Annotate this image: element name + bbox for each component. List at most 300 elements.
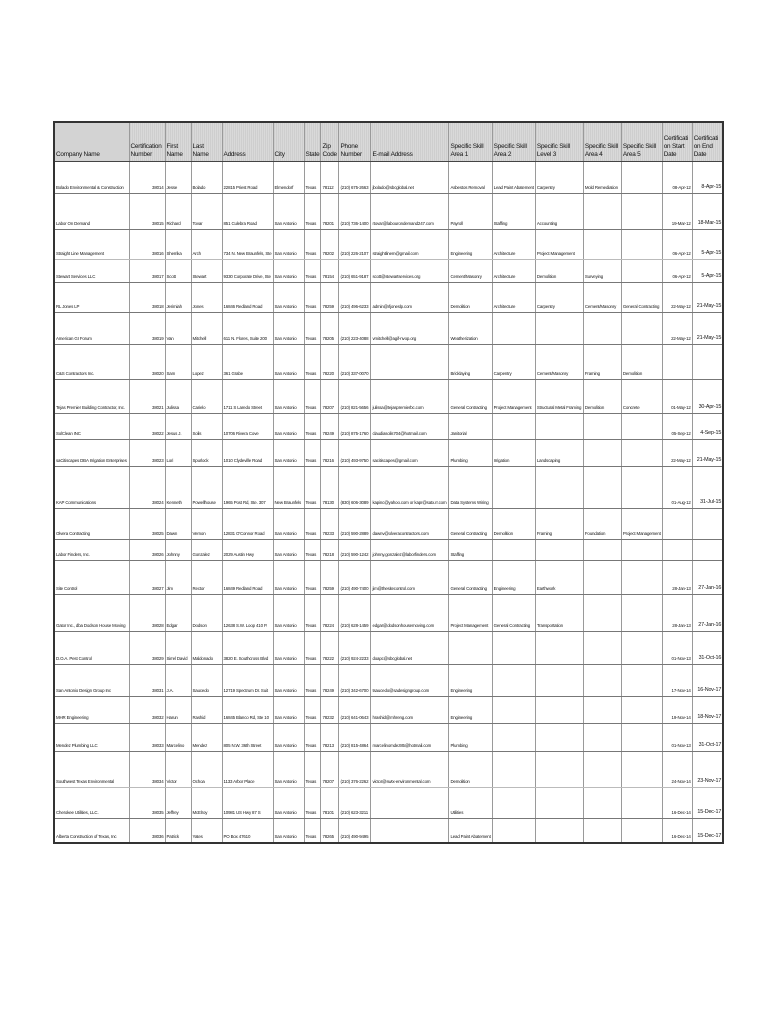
cell-skill-area-4 bbox=[583, 413, 621, 439]
table-row bbox=[54, 751, 723, 787]
col-zip-code: Zip Code bbox=[321, 122, 339, 161]
cell-last-name: Bolado bbox=[191, 161, 222, 193]
cell-state: Texas bbox=[304, 413, 321, 439]
col-phone-number: Phone Number bbox=[339, 122, 371, 161]
cell-skill-level-3: Carpentry bbox=[535, 161, 583, 193]
cell-skill-area-5 bbox=[621, 664, 662, 696]
cell-city: San Antonio bbox=[273, 439, 304, 466]
cell-zip-code: 78213 bbox=[321, 723, 339, 751]
cell-city: New Braunfels bbox=[273, 466, 304, 508]
cell-certification-number: 38025 bbox=[129, 508, 165, 539]
cell-skill-area-1: General Contracting bbox=[449, 560, 492, 594]
table-row bbox=[54, 282, 723, 312]
col-city: City bbox=[273, 122, 304, 161]
cell-state: Texas bbox=[304, 439, 321, 466]
cell-state: Texas bbox=[304, 466, 321, 508]
cell-skill-area-2 bbox=[492, 466, 535, 508]
cell-address: 1010 Clydeville Road bbox=[222, 439, 273, 466]
cell-certification-number: 38033 bbox=[129, 723, 165, 751]
cell-skill-area-4 bbox=[583, 664, 621, 696]
cell-address: 10706 Rivera Cove bbox=[222, 413, 273, 439]
cell-zip-code: 78216 bbox=[321, 439, 339, 466]
cell-skill-area-5: Demolition bbox=[621, 344, 662, 379]
cell-cert-start-date: 22-May-12 bbox=[662, 312, 692, 344]
cell-skill-area-5 bbox=[621, 193, 662, 229]
cell-certification-number: 38032 bbox=[129, 696, 165, 723]
cell-certification-number: 38035 bbox=[129, 787, 165, 818]
cell-skill-area-5: General Contracting bbox=[621, 282, 662, 312]
cell-skill-area-4 bbox=[583, 439, 621, 466]
table-row bbox=[54, 631, 723, 664]
cell-company-name: San Antonio Design Group Inc bbox=[54, 664, 129, 696]
cell-city: San Antonio bbox=[273, 344, 304, 379]
cell-cert-start-date: 08-Apr-12 bbox=[662, 161, 692, 193]
cell-certification-number: 38014 bbox=[129, 161, 165, 193]
cell-company-name: Labor On Demand bbox=[54, 193, 129, 229]
cell-first-name: Jim bbox=[165, 560, 191, 594]
cell-zip-code: 78249 bbox=[321, 664, 339, 696]
cell-skill-area-2: Staffing bbox=[492, 193, 535, 229]
cell-state: Texas bbox=[304, 344, 321, 379]
col-skill-area-5: Specific Skill Area 5 bbox=[621, 122, 662, 161]
cell-company-name: Labor Finders, Inc. bbox=[54, 539, 129, 560]
cell-skill-area-5 bbox=[621, 439, 662, 466]
cell-state: Texas bbox=[304, 282, 321, 312]
cell-email-address: rtovar@labourondemand247.com bbox=[371, 193, 449, 229]
cell-skill-area-5 bbox=[621, 787, 662, 818]
cell-cert-end-date: 30-Apr-15 bbox=[692, 379, 723, 413]
cell-address: 10981 US Hwy 87 S bbox=[222, 787, 273, 818]
cell-cert-end-date: 8-Apr-15 bbox=[692, 161, 723, 193]
cell-company-name: SolClean INC bbox=[54, 413, 129, 439]
cell-zip-code: 78201 bbox=[321, 193, 339, 229]
cell-skill-area-5 bbox=[621, 539, 662, 560]
cell-skill-area-1: Engineering bbox=[449, 229, 492, 259]
cell-skill-area-5 bbox=[621, 413, 662, 439]
table-row bbox=[54, 439, 723, 466]
cell-email-address: kapinc@yahoo.com or kapr@satx.rr.com bbox=[371, 466, 449, 508]
cell-cert-end-date: 27-Jan-16 bbox=[692, 560, 723, 594]
cell-cert-end-date: 21-May-15 bbox=[692, 312, 723, 344]
col-certification-number: Certification Number bbox=[129, 122, 165, 161]
cell-state: Texas bbox=[304, 508, 321, 539]
cell-skill-area-1: Plumbing bbox=[449, 723, 492, 751]
cell-first-name: Julissa bbox=[165, 379, 191, 413]
cell-last-name: Lopez bbox=[191, 344, 222, 379]
cell-zip-code: 78220 bbox=[321, 344, 339, 379]
cell-last-name: Maldonado bbox=[191, 631, 222, 664]
cell-first-name: Johnny bbox=[165, 539, 191, 560]
cell-address: 734 N. New Braunfels, Ste bbox=[222, 229, 273, 259]
cell-skill-area-2: Lead Paint Abatement bbox=[492, 161, 535, 193]
cell-skill-area-2 bbox=[492, 696, 535, 723]
cell-city: San Antonio bbox=[273, 818, 304, 843]
cell-first-name: Van bbox=[165, 312, 191, 344]
cell-state: Texas bbox=[304, 229, 321, 259]
cell-skill-area-4 bbox=[583, 193, 621, 229]
cell-certification-number: 38023 bbox=[129, 439, 165, 466]
cell-skill-level-3: Cement/Masonry bbox=[535, 344, 583, 379]
cell-address: 16845 Blanco Rd, Ste 10 bbox=[222, 696, 273, 723]
cell-company-name: Mendez Plumbing LLC bbox=[54, 723, 129, 751]
cell-skill-area-2: General Contracting bbox=[492, 594, 535, 631]
contractor-certification-table bbox=[53, 121, 724, 844]
cell-city: San Antonio bbox=[273, 723, 304, 751]
cell-zip-code: 78112 bbox=[321, 161, 339, 193]
cell-last-name: Rashid bbox=[191, 696, 222, 723]
cell-city: San Antonio bbox=[273, 413, 304, 439]
cell-address: 1965 Post Rd, Ste. 307 bbox=[222, 466, 273, 508]
cell-skill-level-3: Accounting bbox=[535, 193, 583, 229]
cell-city: San Antonio bbox=[273, 631, 304, 664]
cell-skill-area-4 bbox=[583, 787, 621, 818]
cell-city: San Antonio bbox=[273, 282, 304, 312]
cell-cert-end-date bbox=[692, 508, 723, 539]
cell-certification-number: 38027 bbox=[129, 560, 165, 594]
header-row bbox=[54, 122, 723, 161]
cell-first-name: Sherrika bbox=[165, 229, 191, 259]
cell-company-name: Straight Line Management bbox=[54, 229, 129, 259]
cell-cert-end-date: 16-Nov-17 bbox=[692, 664, 723, 696]
cell-zip-code: 78222 bbox=[321, 631, 339, 664]
table-row bbox=[54, 594, 723, 631]
table-row bbox=[54, 466, 723, 508]
cell-cert-end-date: 21-May-15 bbox=[692, 282, 723, 312]
cell-certification-number: 38026 bbox=[129, 539, 165, 560]
cell-phone-number: (210) 821-5656 bbox=[339, 379, 371, 413]
cell-zip-code: 78205 bbox=[321, 312, 339, 344]
cell-company-name: Stewart Services LLC bbox=[54, 259, 129, 282]
cell-phone-number: (210) 675-2663 bbox=[339, 161, 371, 193]
cell-last-name: Mitchell bbox=[191, 312, 222, 344]
cell-first-name: Jeffrey bbox=[165, 787, 191, 818]
cell-skill-area-1: Staffing bbox=[449, 539, 492, 560]
cell-first-name: Jesus J. bbox=[165, 413, 191, 439]
cell-certification-number: 38015 bbox=[129, 193, 165, 229]
cell-last-name: Rector bbox=[191, 560, 222, 594]
cell-skill-area-2: Architecture bbox=[492, 259, 535, 282]
cell-address: 16849 Redland Road bbox=[222, 560, 273, 594]
cell-cert-start-date: 01-May-12 bbox=[662, 379, 692, 413]
cell-phone-number: (210) 490-7400 bbox=[339, 560, 371, 594]
cell-state: Texas bbox=[304, 539, 321, 560]
cell-last-name: Mendez bbox=[191, 723, 222, 751]
cell-cert-end-date: 4-Sep-15 bbox=[692, 413, 723, 439]
cell-skill-area-2 bbox=[492, 312, 535, 344]
cell-address: 361 Grabe bbox=[222, 344, 273, 379]
cell-cert-start-date: 01-Nov-13 bbox=[662, 631, 692, 664]
cell-skill-area-4 bbox=[583, 631, 621, 664]
cell-skill-level-3 bbox=[535, 696, 583, 723]
cell-skill-level-3 bbox=[535, 413, 583, 439]
cell-email-address bbox=[371, 818, 449, 843]
table-row bbox=[54, 818, 723, 843]
cell-address: 12719 Spectrum Dr. Suit bbox=[222, 664, 273, 696]
cell-skill-level-3 bbox=[535, 466, 583, 508]
cell-cert-end-date: 31-Jul-15 bbox=[692, 466, 723, 508]
cell-address: 16846 Redland Road bbox=[222, 282, 273, 312]
cell-zip-code: 78259 bbox=[321, 282, 339, 312]
cell-phone-number: (210) 590-1242 bbox=[339, 539, 371, 560]
cell-skill-area-1: Bricklaying bbox=[449, 344, 492, 379]
cell-skill-area-4: Surveying bbox=[583, 259, 621, 282]
cell-last-name: Tovar bbox=[191, 193, 222, 229]
cell-city: San Antonio bbox=[273, 193, 304, 229]
cell-last-name: Gonzalez bbox=[191, 539, 222, 560]
cell-zip-code: 78130 bbox=[321, 466, 339, 508]
cell-company-name: MHR Engineering bbox=[54, 696, 129, 723]
cell-phone-number: (210) 875-1760 bbox=[339, 413, 371, 439]
cell-first-name: Scott bbox=[165, 259, 191, 282]
col-address: Address bbox=[222, 122, 273, 161]
cell-skill-area-5 bbox=[621, 696, 662, 723]
cell-email-address: dawnv@olveracontractors.com bbox=[371, 508, 449, 539]
cell-state: Texas bbox=[304, 696, 321, 723]
cell-email-address bbox=[371, 344, 449, 379]
cell-skill-area-5 bbox=[621, 161, 662, 193]
cell-first-name: Edgar bbox=[165, 594, 191, 631]
col-email-address: E-mail Address bbox=[371, 122, 449, 161]
cell-city: San Antonio bbox=[273, 539, 304, 560]
cell-skill-area-2: Architecture bbox=[492, 282, 535, 312]
cell-phone-number: (210) 590-2889 bbox=[339, 508, 371, 539]
cell-first-name: Jerimiah bbox=[165, 282, 191, 312]
col-skill-level-3: Specific Skill Level 3 bbox=[535, 122, 583, 161]
cell-skill-area-4 bbox=[583, 560, 621, 594]
cell-state: Texas bbox=[304, 312, 321, 344]
col-first-name: First Name bbox=[165, 122, 191, 161]
cell-city: Elmendorf bbox=[273, 161, 304, 193]
cell-skill-area-5 bbox=[621, 229, 662, 259]
cell-certification-number: 38021 bbox=[129, 379, 165, 413]
col-skill-area-2: Specific Skill Area 2 bbox=[492, 122, 535, 161]
cell-city: San Antonio bbox=[273, 751, 304, 787]
cell-cert-end-date: 18-Nov-17 bbox=[692, 696, 723, 723]
col-cert-end-date: Certificati on End Date bbox=[692, 122, 723, 161]
cell-skill-level-3 bbox=[535, 312, 583, 344]
cell-cert-start-date bbox=[662, 539, 692, 560]
cell-first-name: Dawn bbox=[165, 508, 191, 539]
table-row bbox=[54, 312, 723, 344]
cell-address: 1711 S Laredo Street bbox=[222, 379, 273, 413]
cell-state: Texas bbox=[304, 594, 321, 631]
cell-first-name: J.A. bbox=[165, 664, 191, 696]
col-skill-area-1: Specific Skill Area 1 bbox=[449, 122, 492, 161]
cell-email-address: tsaucedo@sadesigngroup.com bbox=[371, 664, 449, 696]
table-row bbox=[54, 161, 723, 193]
cell-first-name: Sirrel David bbox=[165, 631, 191, 664]
cell-cert-start-date: 28-Jan-13 bbox=[662, 560, 692, 594]
cell-zip-code: 78265 bbox=[321, 818, 339, 843]
cell-zip-code: 78232 bbox=[321, 696, 339, 723]
cell-cert-end-date: 15-Dec-17 bbox=[692, 818, 723, 843]
cell-zip-code: 78233 bbox=[321, 508, 339, 539]
cell-skill-level-3: Landscaping bbox=[535, 439, 583, 466]
cell-skill-area-2 bbox=[492, 413, 535, 439]
cell-company-name: Bolado Environmental & Construction bbox=[54, 161, 129, 193]
cell-skill-level-3 bbox=[535, 664, 583, 696]
cell-skill-area-5 bbox=[621, 466, 662, 508]
cell-skill-area-4: Framing bbox=[583, 344, 621, 379]
cell-cert-start-date: 16-Dec-14 bbox=[662, 787, 692, 818]
cell-skill-area-4 bbox=[583, 696, 621, 723]
cell-skill-area-4: Cement/Masonry bbox=[583, 282, 621, 312]
cell-certification-number: 38034 bbox=[129, 751, 165, 787]
cell-email-address: scott@stewartservices.org bbox=[371, 259, 449, 282]
cell-skill-area-5 bbox=[621, 560, 662, 594]
cell-email-address: sacitiscapes@gmail.com bbox=[371, 439, 449, 466]
cell-skill-level-3: Demolition bbox=[535, 259, 583, 282]
cell-email-address: admin@rljoneslp.com bbox=[371, 282, 449, 312]
cell-phone-number: (210) 736-1400 bbox=[339, 193, 371, 229]
cell-address: 805 N.W. 36th Street bbox=[222, 723, 273, 751]
cell-skill-area-5 bbox=[621, 631, 662, 664]
cell-cert-start-date: 22-May-12 bbox=[662, 439, 692, 466]
cell-address: PO Box 47610 bbox=[222, 818, 273, 843]
cell-last-name: Solis bbox=[191, 413, 222, 439]
cell-company-name: Alberta Construction of Texas, Inc bbox=[54, 818, 129, 843]
cell-skill-area-5 bbox=[621, 723, 662, 751]
cell-phone-number: (210) 651-9187 bbox=[339, 259, 371, 282]
cell-skill-area-2: Carpentry bbox=[492, 344, 535, 379]
cell-company-name: Gator Inc., dba Dodson House Moving bbox=[54, 594, 129, 631]
cell-last-name: Saucedo bbox=[191, 664, 222, 696]
table-row bbox=[54, 539, 723, 560]
cell-skill-area-1: General Contracting bbox=[449, 508, 492, 539]
cell-last-name: Spurlock bbox=[191, 439, 222, 466]
cell-phone-number: (210) 490-9495 bbox=[339, 818, 371, 843]
cell-city: San Antonio bbox=[273, 560, 304, 594]
cell-company-name: D.O.A. Pest Control bbox=[54, 631, 129, 664]
cell-certification-number: 38024 bbox=[129, 466, 165, 508]
cell-city: San Antonio bbox=[273, 787, 304, 818]
cell-city: San Antonio bbox=[273, 312, 304, 344]
cell-email-address: doapc@sbcglobal.net bbox=[371, 631, 449, 664]
cell-cert-end-date: 15-Dec-17 bbox=[692, 787, 723, 818]
cell-skill-area-5 bbox=[621, 259, 662, 282]
cell-skill-area-2 bbox=[492, 787, 535, 818]
cell-certification-number: 38017 bbox=[129, 259, 165, 282]
cell-certification-number: 38029 bbox=[129, 631, 165, 664]
cell-cert-start-date: 22-May-12 bbox=[662, 282, 692, 312]
cell-zip-code: 78249 bbox=[321, 413, 339, 439]
cell-skill-area-4 bbox=[583, 818, 621, 843]
cell-skill-area-1: Asbestos Removal bbox=[449, 161, 492, 193]
cell-cert-start-date: 06-Apr-12 bbox=[662, 259, 692, 282]
col-last-name: Last Name bbox=[191, 122, 222, 161]
cell-cert-start-date: 16-Dec-14 bbox=[662, 818, 692, 843]
cell-skill-area-5 bbox=[621, 818, 662, 843]
cell-company-name: KAP Communications bbox=[54, 466, 129, 508]
cell-address: 12638 S.W. Loop 410 P. bbox=[222, 594, 273, 631]
cell-state: Texas bbox=[304, 818, 321, 843]
cell-skill-level-3: Earthwork bbox=[535, 560, 583, 594]
cell-email-address: victor@swtx-environmental.com bbox=[371, 751, 449, 787]
cell-first-name: Richard bbox=[165, 193, 191, 229]
cell-phone-number: (210) 223-4088 bbox=[339, 312, 371, 344]
cell-skill-area-5: Project Management bbox=[621, 508, 662, 539]
cell-city: San Antonio bbox=[273, 696, 304, 723]
col-cert-start-date: Certificati on Start Date bbox=[662, 122, 692, 161]
cell-skill-area-4 bbox=[583, 539, 621, 560]
cell-skill-area-4 bbox=[583, 751, 621, 787]
cell-city: San Antonio bbox=[273, 594, 304, 631]
cell-email-address: edgar@dodsonhousemoving.com bbox=[371, 594, 449, 631]
cell-last-name: McElroy bbox=[191, 787, 222, 818]
cell-cert-start-date: 17-Nov-14 bbox=[662, 664, 692, 696]
cell-skill-area-1: Plumbing bbox=[449, 439, 492, 466]
cell-email-address bbox=[371, 787, 449, 818]
table-row bbox=[54, 560, 723, 594]
cell-phone-number: (210) 342-6700 bbox=[339, 664, 371, 696]
cell-skill-level-3: Project Management bbox=[535, 229, 583, 259]
cell-skill-area-2: Irrigation bbox=[492, 439, 535, 466]
cell-certification-number: 38020 bbox=[129, 344, 165, 379]
cell-cert-start-date: 19-Mar-12 bbox=[662, 193, 692, 229]
cell-first-name: Kenneth bbox=[165, 466, 191, 508]
cell-skill-area-1: Engineering bbox=[449, 664, 492, 696]
cell-first-name: Sam bbox=[165, 344, 191, 379]
cell-cert-end-date: 23-Nov-17 bbox=[692, 751, 723, 787]
cell-last-name: Arch bbox=[191, 229, 222, 259]
cell-skill-level-3: Framing bbox=[535, 508, 583, 539]
cell-skill-area-1: Lead Paint Abatement bbox=[449, 818, 492, 843]
cell-phone-number: (210) 226-2107 bbox=[339, 229, 371, 259]
cell-state: Texas bbox=[304, 379, 321, 413]
cell-zip-code: 78218 bbox=[321, 539, 339, 560]
cell-phone-number: (210) 493-9750 bbox=[339, 439, 371, 466]
cell-zip-code: 78154 bbox=[321, 259, 339, 282]
cell-skill-area-4 bbox=[583, 466, 621, 508]
cell-skill-area-1: General Contracting bbox=[449, 379, 492, 413]
cell-zip-code: 78259 bbox=[321, 560, 339, 594]
col-company-name: Company Name bbox=[54, 122, 129, 161]
cell-last-name: Powellhouse bbox=[191, 466, 222, 508]
cell-phone-number: (210) 815-4864 bbox=[339, 723, 371, 751]
cell-skill-area-1: Weatherization bbox=[449, 312, 492, 344]
cell-zip-code: 78224 bbox=[321, 594, 339, 631]
table-body bbox=[54, 161, 723, 843]
table-row bbox=[54, 229, 723, 259]
cell-email-address: vmitchell@agif-nvop.org bbox=[371, 312, 449, 344]
cell-certification-number: 38016 bbox=[129, 229, 165, 259]
cell-cert-start-date: 06-Apr-12 bbox=[662, 229, 692, 259]
cell-skill-area-1: Utilities bbox=[449, 787, 492, 818]
cell-email-address: jim@thesitecontrol.com bbox=[371, 560, 449, 594]
cell-email-address: julissa@tejaspremierbc.com bbox=[371, 379, 449, 413]
table-row bbox=[54, 259, 723, 282]
cell-skill-level-3 bbox=[535, 723, 583, 751]
cell-cert-end-date: 5-Apr-15 bbox=[692, 259, 723, 282]
cell-state: Texas bbox=[304, 751, 321, 787]
cell-skill-area-2: Architecture bbox=[492, 229, 535, 259]
cell-skill-area-1: Demolition bbox=[449, 282, 492, 312]
cell-zip-code: 78202 bbox=[321, 229, 339, 259]
cell-city: San Antonio bbox=[273, 379, 304, 413]
table-row bbox=[54, 193, 723, 229]
cell-skill-area-5 bbox=[621, 594, 662, 631]
cell-skill-area-2: Demolition bbox=[492, 508, 535, 539]
cell-address: 22815 Priest Road bbox=[222, 161, 273, 193]
cell-cert-end-date bbox=[692, 539, 723, 560]
cell-state: Texas bbox=[304, 259, 321, 282]
cell-state: Texas bbox=[304, 193, 321, 229]
cell-city: San Antonio bbox=[273, 664, 304, 696]
cell-cert-end-date: 5-Apr-15 bbox=[692, 229, 723, 259]
cell-cert-start-date bbox=[662, 344, 692, 379]
cell-phone-number: (210) 641-0643 bbox=[339, 696, 371, 723]
cell-phone-number: (210) 337-0070 bbox=[339, 344, 371, 379]
